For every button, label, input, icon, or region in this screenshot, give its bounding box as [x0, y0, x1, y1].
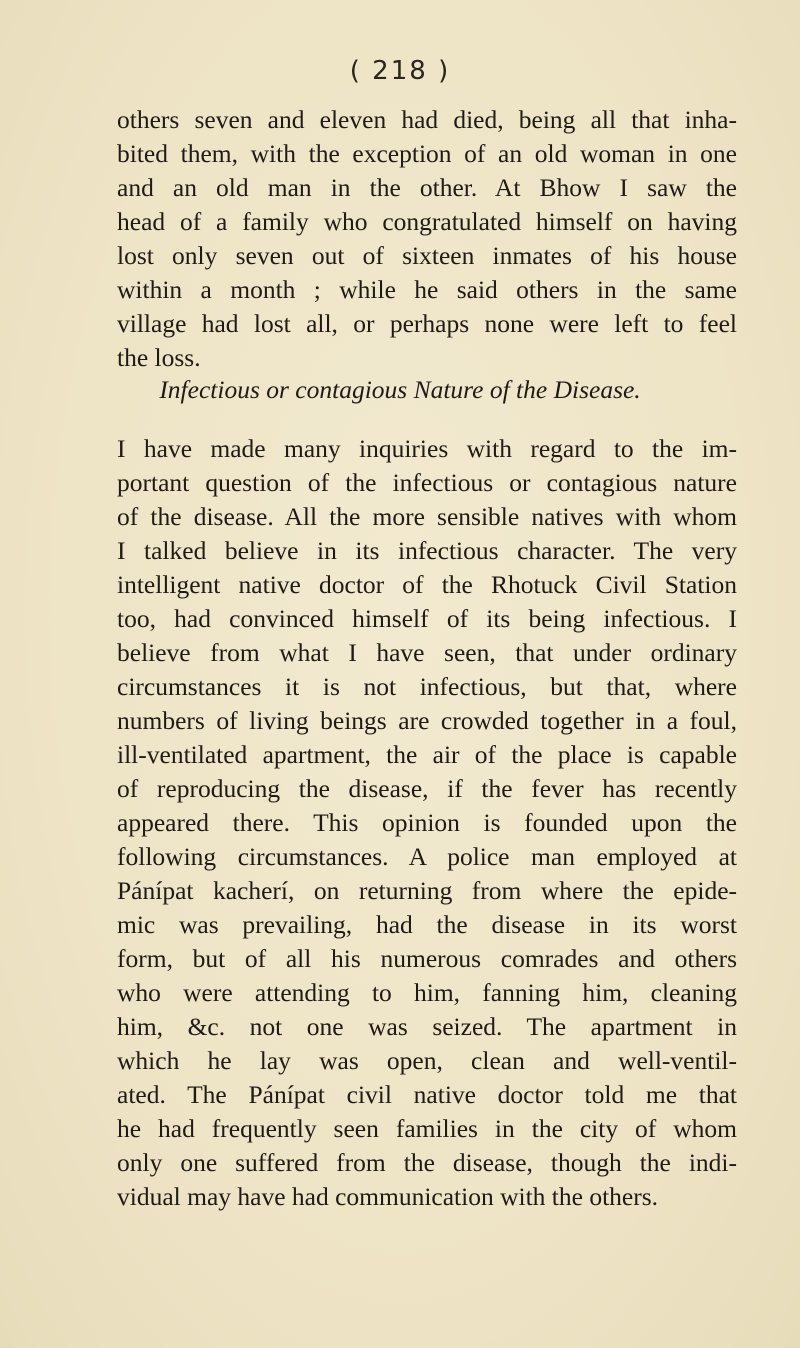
- text-line: circumstances it is not infectious, but that, where: [117, 672, 737, 701]
- text-line: intelligent native doctor of the Rhotuck Civil Station: [117, 570, 737, 599]
- text-line: vidual may have had communication with the others.: [117, 1182, 659, 1211]
- text-line: bited them, with the exception of an old woman in one: [117, 139, 737, 168]
- text-line: lost only seven out of sixteen inmates of his house: [117, 241, 737, 270]
- paragraph-1: [117, 103, 737, 375]
- text-line: he had frequently seen families in the city of whom: [117, 1114, 737, 1143]
- text-line: within a month ; while he said others in the same: [117, 275, 737, 304]
- section-heading: Infectious or contagious Nature of the Disease.: [159, 375, 641, 404]
- text-line: I talked believe in its infectious character. The very: [117, 536, 737, 565]
- text-line: of reproducing the disease, if the fever has recently: [117, 774, 737, 803]
- text-line: appeared there. This opinion is founded upon the: [117, 808, 737, 837]
- text-line: form, but of all his numerous comrades and others: [117, 944, 737, 973]
- text-line: who were attending to him, fanning him, cleaning: [117, 978, 737, 1007]
- text-line: Pánípat kacherí, on returning from where the epide-: [117, 876, 737, 905]
- text-line: I have made many inquiries with regard to the im-: [117, 434, 737, 463]
- text-line: others seven and eleven had died, being all that inha-: [117, 105, 737, 134]
- text-line: too, had convinced himself of its being infectious. I: [117, 604, 737, 633]
- text-line: ill-ventilated apartment, the air of the place is capable: [117, 740, 737, 769]
- text-line: believe from what I have seen, that under ordinary: [117, 638, 737, 667]
- page-number: ( 218 ): [349, 56, 451, 86]
- text-line: and an old man in the other. At Bhow I saw the: [117, 173, 737, 202]
- text-line: only one suffered from the disease, though the indi-: [117, 1148, 737, 1177]
- text-line: him, &c. not one was seized. The apartment in: [117, 1012, 737, 1041]
- text-line: following circumstances. A police man employed at: [117, 842, 737, 871]
- text-line: head of a family who congratulated himself on having: [117, 207, 737, 236]
- text-line: which he lay was open, clean and well-ventil-: [117, 1046, 737, 1075]
- text-line: mic was prevailing, had the disease in its worst: [117, 910, 737, 939]
- text-line: village had lost all, or perhaps none were left to feel: [117, 309, 737, 338]
- text-line: the loss.: [117, 343, 201, 372]
- text-line: portant question of the infectious or contagious nature: [117, 468, 737, 497]
- text-line: numbers of living beings are crowded together in a foul,: [117, 706, 737, 735]
- paragraph-2: [117, 432, 737, 1214]
- text-line: ated. The Pánípat civil native doctor told me that: [117, 1080, 737, 1109]
- text-line: of the disease. All the more sensible natives with whom: [117, 502, 737, 531]
